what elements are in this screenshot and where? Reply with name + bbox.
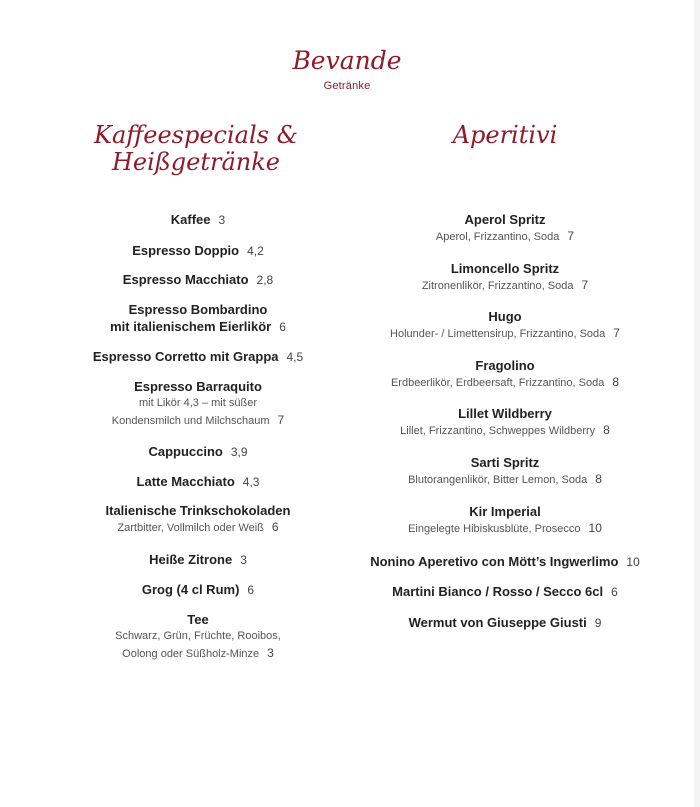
menu-item (355, 583, 655, 601)
menu-header (0, 44, 694, 92)
item-price: 6 (611, 585, 618, 599)
item-name: Latte Macchiato (136, 474, 235, 489)
menu-item (83, 271, 313, 289)
menu-item (355, 260, 655, 295)
menu-item (83, 473, 313, 491)
item-name: Espresso Barraquito (134, 379, 262, 394)
item-price: 6 (247, 583, 255, 597)
item-description: Erdbeerlikör, Erdbeersaft, Frizzantino, Soda (390, 377, 605, 389)
item-name: Tee (187, 612, 209, 627)
menu-item (355, 308, 655, 343)
item-description: Blutorangenlikör, Bitter Lemon, Soda (408, 474, 588, 486)
menu-item (83, 611, 313, 663)
item-description: Lillet, Frizzantino, Schweppes Wildberry (400, 425, 596, 437)
item-name: Heiße Zitrone (149, 552, 233, 567)
item-description: Holunder- / Limettensirup, Frizzantino, Soda (390, 328, 606, 340)
item-name: Espresso Doppio (132, 243, 240, 258)
item-name: Fragolino (475, 358, 535, 373)
item-name: Martini Bianco / Rosso / Secco 6cl (392, 584, 604, 599)
item-description-cont: Kondensmilch und Milchschaum (111, 415, 270, 427)
menu-item (355, 503, 655, 538)
item-price: 10 (588, 521, 602, 535)
menu-item (83, 581, 313, 599)
menu-item (355, 357, 655, 392)
menu-item (83, 348, 313, 366)
item-price: 4,3 (242, 475, 260, 489)
item-price: 3 (267, 646, 274, 660)
item-price: 6 (271, 520, 279, 534)
aperitivi-section-title: Aperitivi (452, 121, 558, 149)
item-description-cont: Oolong oder Süßholz-Minze (122, 648, 260, 660)
item-price: 7 (277, 413, 285, 427)
item-price: 10 (626, 555, 640, 569)
menu-item (355, 211, 655, 246)
item-price: 7 (567, 229, 575, 243)
item-price: 6 (279, 320, 286, 334)
item-name: Kaffee (170, 212, 211, 227)
menu-item (83, 443, 313, 461)
item-name: Kir Imperial (469, 504, 541, 519)
menu-item (355, 553, 655, 571)
menu-item (355, 454, 655, 489)
menu-item (83, 301, 313, 336)
item-name: Lillet Wildberry (458, 406, 552, 421)
item-name-cont: mit italienischem Eierlikör (110, 319, 272, 334)
item-name: Italienische Trinkschokoladen (105, 503, 291, 518)
menu-item (83, 378, 313, 430)
item-description: Zartbitter, Vollmilch oder Weiß (117, 522, 264, 534)
item-description: mit Likör 4,3 – mit süßer (139, 397, 257, 409)
item-price: 8 (595, 472, 602, 486)
item-price: 9 (594, 616, 602, 630)
item-description: Aperol, Frizzantino, Soda (435, 231, 560, 243)
item-name: Grog (4 cl Rum) (141, 582, 240, 597)
menu-item (355, 405, 655, 440)
item-price: 7 (581, 278, 589, 292)
item-name: Espresso Macchiato (122, 272, 249, 287)
item-description: Zitronenlikör, Frizzantino, Soda (421, 280, 574, 292)
item-name: Wermut von Giuseppe Giusti (408, 615, 587, 630)
menu-item (83, 211, 313, 229)
item-name: Espresso Corretto mit Grappa (92, 349, 279, 364)
item-price: 8 (603, 423, 610, 437)
item-name: Nonino Aperetivo con Mött’s Ingwerlimo (370, 554, 619, 569)
item-price: 4,5 (286, 350, 304, 364)
item-price: 4,2 (247, 244, 264, 258)
coffee-title-line1: Kaffeespecials & (94, 121, 298, 149)
item-name: Hugo (488, 309, 522, 324)
menu-item (83, 502, 313, 537)
item-price: 8 (612, 375, 620, 389)
menu-title: Bevande (292, 46, 402, 75)
item-price: 3 (218, 213, 226, 227)
item-name: Espresso Bombardino (128, 302, 268, 317)
coffee-section-title (83, 122, 309, 176)
item-description: Schwarz, Grün, Früchte, Rooibos, (115, 630, 281, 642)
page-edge (694, 0, 700, 807)
item-name: Aperol Spritz (464, 212, 546, 227)
item-price: 7 (613, 326, 620, 340)
item-price: 2,8 (256, 273, 274, 287)
menu-item (83, 242, 313, 260)
menu-subtitle: Getränke (323, 80, 371, 92)
item-price: 3 (240, 553, 247, 567)
item-price: 3,9 (230, 445, 248, 459)
menu-item (83, 551, 313, 569)
menu-item (355, 614, 655, 632)
item-name: Sarti Spritz (470, 455, 540, 470)
coffee-title-line2: Heißgetränke (111, 148, 281, 176)
item-description: Eingelegte Hibiskusblüte, Prosecco (408, 523, 581, 535)
item-name: Limoncello Spritz (450, 261, 560, 276)
item-name: Cappuccino (148, 444, 223, 459)
